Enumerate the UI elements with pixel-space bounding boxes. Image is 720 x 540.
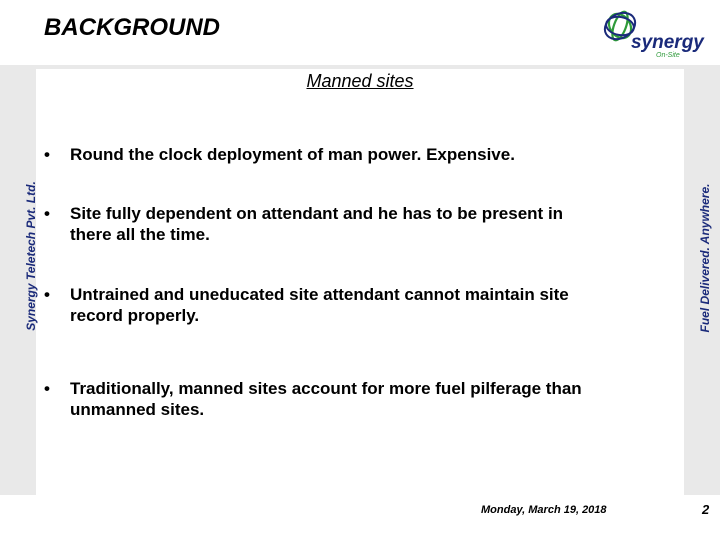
bullet-item	[44, 203, 674, 245]
bullet-item	[44, 284, 674, 326]
slide-content-area	[36, 69, 684, 495]
bullet-marker: •	[44, 285, 50, 304]
bullet-line: Site fully dependent on attendant and he has to be present in	[70, 204, 564, 223]
page-number: 2	[702, 502, 710, 517]
slide-subtitle: Manned sites	[306, 71, 414, 91]
footer-date: Monday, March 19, 2018	[481, 504, 607, 516]
bullet-line: unmanned sites.	[70, 400, 205, 419]
bullet-line: record properly.	[70, 306, 200, 325]
slogan-vertical: Fuel Delivered. Anywhere.	[698, 183, 712, 333]
logo-name: synergy	[631, 32, 704, 53]
bullet-line: Traditionally, manned sites account for more fuel pilferage than	[70, 379, 582, 398]
bullet-line: Round the clock deployment of man power. Expensive.	[70, 145, 515, 164]
bullet-line: Untrained and uneducated site attendant cannot maintain site	[70, 285, 569, 304]
slide-title: BACKGROUND	[44, 14, 220, 41]
bullet-item	[44, 378, 674, 420]
bullet-line: there all the time.	[70, 225, 210, 244]
bullet-item	[44, 144, 674, 165]
swirl-logo-icon	[598, 4, 716, 60]
company-logo	[598, 4, 716, 60]
company-name-vertical: Synergy Teletech Pvt. Ltd.	[24, 181, 38, 331]
bullet-marker: •	[44, 379, 50, 398]
bullet-marker: •	[44, 204, 50, 223]
bullet-marker: •	[44, 145, 50, 164]
logo-tagline: On-Site	[656, 52, 680, 59]
